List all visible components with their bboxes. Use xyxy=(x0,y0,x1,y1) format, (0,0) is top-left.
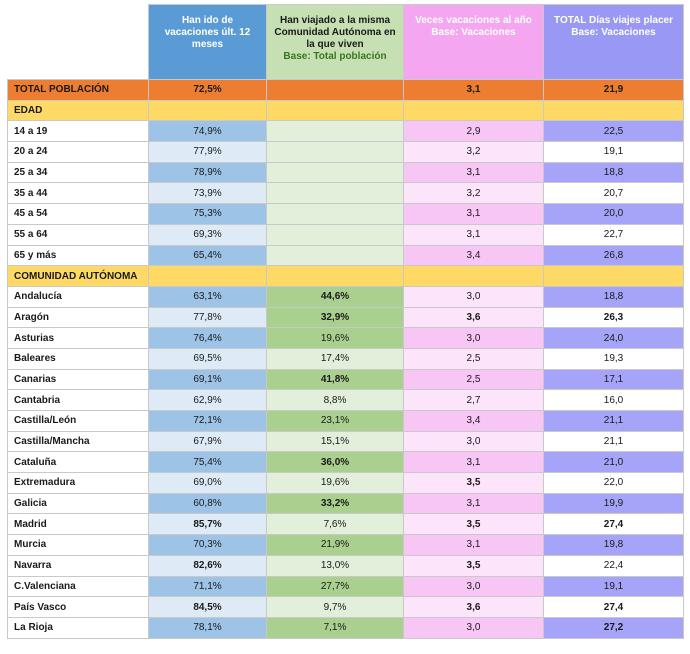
cell-value: 84,5% xyxy=(149,597,267,618)
cell-value: 3,5 xyxy=(404,555,544,576)
cell-value: 69,3% xyxy=(149,224,267,245)
header-total-leisure-days xyxy=(544,5,684,80)
table-row xyxy=(8,555,684,576)
cell-value: 19,6% xyxy=(267,328,404,349)
section-row xyxy=(8,266,684,287)
row-label: Murcia xyxy=(8,535,149,556)
header-base-note: Base: Vacaciones xyxy=(571,27,656,38)
table-row xyxy=(8,328,684,349)
cell-value: 33,2% xyxy=(267,493,404,514)
section-filler xyxy=(149,100,267,121)
total-row xyxy=(8,80,684,101)
row-label: País Vasco xyxy=(8,597,149,618)
table-row xyxy=(8,576,684,597)
cell-value: 18,8 xyxy=(544,286,684,307)
cell-value: 27,4 xyxy=(544,597,684,618)
table-row xyxy=(8,390,684,411)
table-row xyxy=(8,204,684,225)
cell-value: 2,5 xyxy=(404,348,544,369)
section-filler xyxy=(404,266,544,287)
table-row xyxy=(8,473,684,494)
table-row xyxy=(8,617,684,638)
cell-value: 72,1% xyxy=(149,411,267,432)
cell-value: 23,1% xyxy=(267,411,404,432)
header-title: Han viajado a la misma Comunidad Autónoma en la que viven xyxy=(274,15,396,50)
cell-value: 44,6% xyxy=(267,286,404,307)
cell-value: 82,6% xyxy=(149,555,267,576)
row-label: Extremadura xyxy=(8,473,149,494)
section-filler xyxy=(267,266,404,287)
header-vacations-per-year xyxy=(404,5,544,80)
cell-value: 63,1% xyxy=(149,286,267,307)
cell-value: 19,8 xyxy=(544,535,684,556)
row-label: 20 a 24 xyxy=(8,142,149,163)
row-label: Cantabria xyxy=(8,390,149,411)
table-row xyxy=(8,224,684,245)
cell-value: 3,2 xyxy=(404,142,544,163)
cell-value xyxy=(267,121,404,142)
header-base-note: Base: Total población xyxy=(283,51,387,62)
cell-value: 69,5% xyxy=(149,348,267,369)
cell-value: 13,0% xyxy=(267,555,404,576)
row-label: C.Valenciana xyxy=(8,576,149,597)
row-label: Galicia xyxy=(8,493,149,514)
cell-value: 3,1 xyxy=(404,162,544,183)
table-row xyxy=(8,411,684,432)
cell-value: 19,1 xyxy=(544,576,684,597)
cell-value: 2,5 xyxy=(404,369,544,390)
cell-value: 69,0% xyxy=(149,473,267,494)
cell-value: 78,9% xyxy=(149,162,267,183)
cell-value: 75,3% xyxy=(149,204,267,225)
cell-value: 22,5 xyxy=(544,121,684,142)
row-label: 45 a 54 xyxy=(8,204,149,225)
section-filler xyxy=(149,266,267,287)
cell-value: 7,1% xyxy=(267,617,404,638)
cell-value: 62,9% xyxy=(149,390,267,411)
cell-value: 21,9 xyxy=(544,80,684,101)
cell-value: 3,1 xyxy=(404,80,544,101)
section-filler xyxy=(267,100,404,121)
row-label: Andalucía xyxy=(8,286,149,307)
table-row xyxy=(8,307,684,328)
row-label: Asturias xyxy=(8,328,149,349)
cell-value: 26,3 xyxy=(544,307,684,328)
cell-value: 3,6 xyxy=(404,597,544,618)
section-filler xyxy=(544,100,684,121)
row-label: Canarias xyxy=(8,369,149,390)
cell-value xyxy=(267,142,404,163)
cell-value: 3,6 xyxy=(404,307,544,328)
cell-value: 19,9 xyxy=(544,493,684,514)
table-row xyxy=(8,245,684,266)
cell-value: 32,9% xyxy=(267,307,404,328)
row-label: 35 a 44 xyxy=(8,183,149,204)
header-same-region-travel xyxy=(267,5,404,80)
header-base-note: Base: Vacaciones xyxy=(431,27,516,38)
header-row xyxy=(8,5,684,80)
row-label: Castilla/Mancha xyxy=(8,431,149,452)
section-filler xyxy=(404,100,544,121)
cell-value: 19,6% xyxy=(267,473,404,494)
row-label: 25 a 34 xyxy=(8,162,149,183)
cell-value: 21,1 xyxy=(544,411,684,432)
section-filler xyxy=(544,266,684,287)
cell-value xyxy=(267,183,404,204)
table-row xyxy=(8,348,684,369)
table-body xyxy=(8,80,684,639)
cell-value xyxy=(267,80,404,101)
table-row xyxy=(8,514,684,535)
cell-value: 3,1 xyxy=(404,535,544,556)
row-label: TOTAL POBLACIÓN xyxy=(8,80,149,101)
table-row xyxy=(8,142,684,163)
cell-value: 76,4% xyxy=(149,328,267,349)
cell-value: 3,4 xyxy=(404,411,544,432)
cell-value: 65,4% xyxy=(149,245,267,266)
cell-value: 26,8 xyxy=(544,245,684,266)
cell-value: 72,5% xyxy=(149,80,267,101)
section-row xyxy=(8,100,684,121)
cell-value: 27,2 xyxy=(544,617,684,638)
table-row xyxy=(8,369,684,390)
cell-value: 18,8 xyxy=(544,162,684,183)
cell-value: 17,1 xyxy=(544,369,684,390)
table-row xyxy=(8,597,684,618)
cell-value: 2,7 xyxy=(404,390,544,411)
table-row xyxy=(8,183,684,204)
cell-value: 3,0 xyxy=(404,431,544,452)
table-row xyxy=(8,431,684,452)
row-label: Castilla/León xyxy=(8,411,149,432)
cell-value: 77,9% xyxy=(149,142,267,163)
row-label: Madrid xyxy=(8,514,149,535)
table-row xyxy=(8,162,684,183)
cell-value: 17,4% xyxy=(267,348,404,369)
cell-value: 19,3 xyxy=(544,348,684,369)
cell-value: 3,4 xyxy=(404,245,544,266)
cell-value: 73,9% xyxy=(149,183,267,204)
header-title: Han ido de vacaciones últ. 12 meses xyxy=(164,15,251,50)
cell-value: 15,1% xyxy=(267,431,404,452)
cell-value: 22,7 xyxy=(544,224,684,245)
cell-value: 22,4 xyxy=(544,555,684,576)
cell-value: 60,8% xyxy=(149,493,267,514)
cell-value: 77,8% xyxy=(149,307,267,328)
cell-value: 24,0 xyxy=(544,328,684,349)
cell-value: 16,0 xyxy=(544,390,684,411)
cell-value xyxy=(267,245,404,266)
section-label: EDAD xyxy=(8,100,149,121)
cell-value: 3,0 xyxy=(404,286,544,307)
table-row xyxy=(8,535,684,556)
cell-value: 78,1% xyxy=(149,617,267,638)
cell-value: 75,4% xyxy=(149,452,267,473)
cell-value xyxy=(267,224,404,245)
section-label: COMUNIDAD AUTÓNOMA xyxy=(8,266,149,287)
cell-value: 69,1% xyxy=(149,369,267,390)
cell-value: 3,0 xyxy=(404,617,544,638)
table-row xyxy=(8,493,684,514)
row-label: La Rioja xyxy=(8,617,149,638)
table-row xyxy=(8,286,684,307)
cell-value: 8,8% xyxy=(267,390,404,411)
cell-value: 74,9% xyxy=(149,121,267,142)
cell-value: 70,3% xyxy=(149,535,267,556)
vacation-stats-table xyxy=(7,4,684,639)
cell-value: 3,2 xyxy=(404,183,544,204)
cell-value: 3,1 xyxy=(404,493,544,514)
cell-value: 67,9% xyxy=(149,431,267,452)
header-title: TOTAL Días viajes placer xyxy=(554,15,673,26)
row-label: 55 a 64 xyxy=(8,224,149,245)
row-label: Cataluña xyxy=(8,452,149,473)
cell-value xyxy=(267,162,404,183)
cell-value: 2,9 xyxy=(404,121,544,142)
cell-value: 41,8% xyxy=(267,369,404,390)
table-row xyxy=(8,121,684,142)
cell-value: 3,0 xyxy=(404,576,544,597)
cell-value: 3,1 xyxy=(404,452,544,473)
table-row xyxy=(8,452,684,473)
cell-value: 3,5 xyxy=(404,473,544,494)
cell-value: 21,1 xyxy=(544,431,684,452)
cell-value: 3,0 xyxy=(404,328,544,349)
cell-value: 20,0 xyxy=(544,204,684,225)
cell-value: 3,1 xyxy=(404,224,544,245)
cell-value: 19,1 xyxy=(544,142,684,163)
cell-value: 36,0% xyxy=(267,452,404,473)
cell-value: 3,5 xyxy=(404,514,544,535)
cell-value: 22,0 xyxy=(544,473,684,494)
cell-value: 3,1 xyxy=(404,204,544,225)
header-vacations-last-12-months xyxy=(149,5,267,80)
cell-value: 9,7% xyxy=(267,597,404,618)
cell-value: 27,4 xyxy=(544,514,684,535)
cell-value: 71,1% xyxy=(149,576,267,597)
cell-value: 85,7% xyxy=(149,514,267,535)
header-corner xyxy=(8,5,149,80)
row-label: Aragón xyxy=(8,307,149,328)
cell-value: 7,6% xyxy=(267,514,404,535)
cell-value: 27,7% xyxy=(267,576,404,597)
cell-value: 21,9% xyxy=(267,535,404,556)
cell-value: 20,7 xyxy=(544,183,684,204)
row-label: 65 y más xyxy=(8,245,149,266)
data-table-container xyxy=(7,4,684,639)
row-label: Baleares xyxy=(8,348,149,369)
cell-value: 21,0 xyxy=(544,452,684,473)
cell-value xyxy=(267,204,404,225)
row-label: 14 a 19 xyxy=(8,121,149,142)
row-label: Navarra xyxy=(8,555,149,576)
header-title: Veces vacaciones al año xyxy=(415,15,532,26)
